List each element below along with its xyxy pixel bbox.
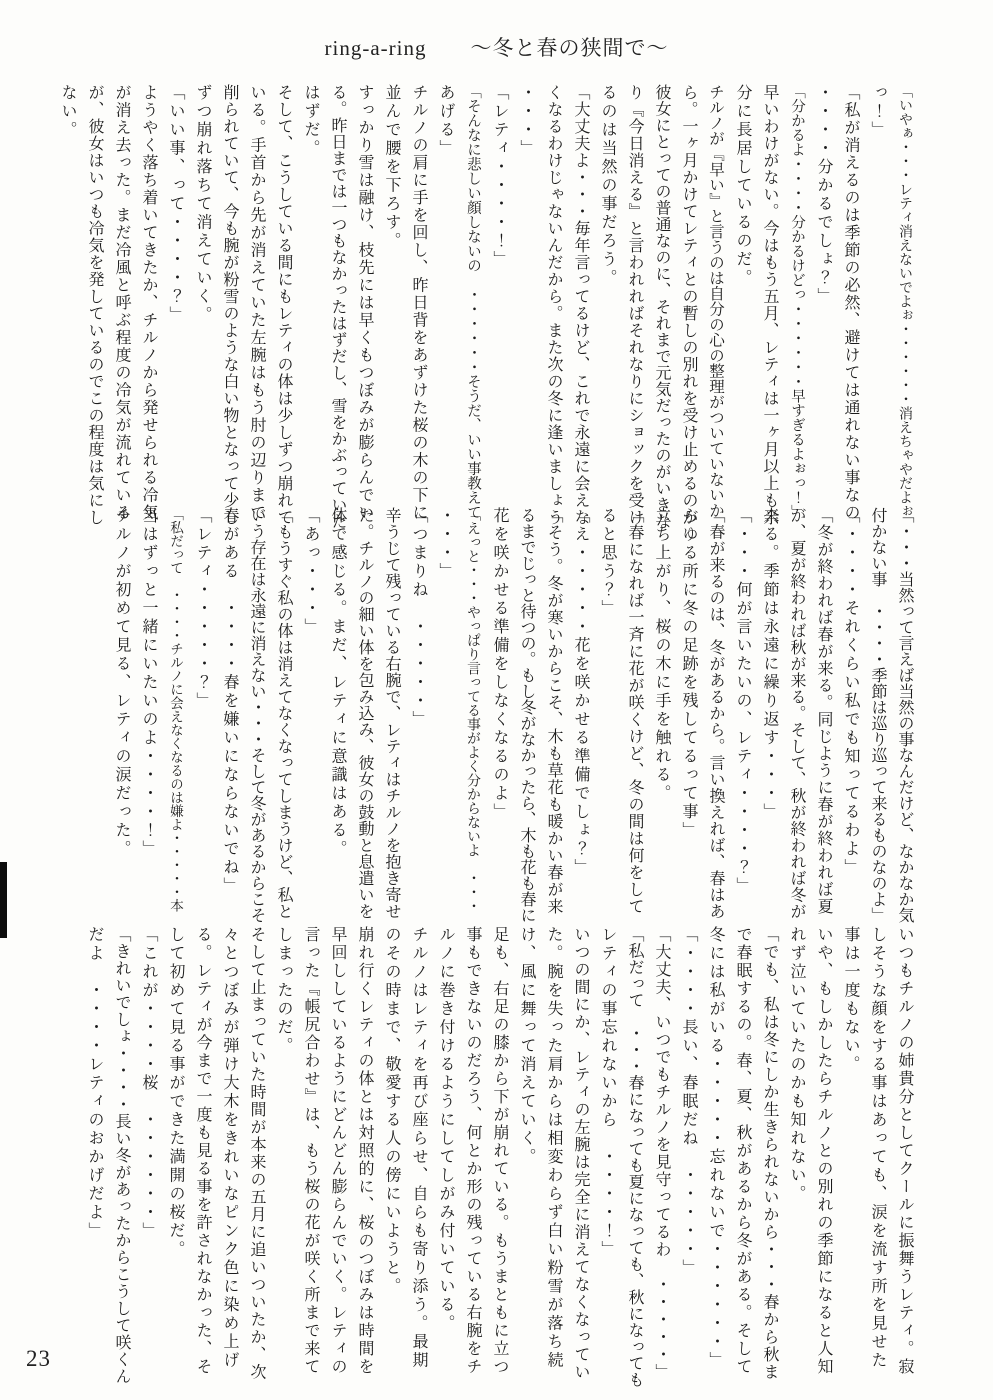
text-column: 体で感じる。まだ、レティに意識はある。 [329,507,346,859]
text-column: レティの事忘れないから ・・・・！」 [599,926,616,1259]
text-column: そして、こうしている間にもレティの体は少しずつ崩れて [275,84,292,526]
text-column: いう存在は永遠に消えない・・・そして冬があるからこそ [248,507,265,923]
text-column: 「きれいでしょ・・・・長い冬があったからこうして咲くん [113,926,130,1385]
text-section-1 [54,84,918,530]
text-column: 「分かるよ・・・・分かるけどっ・・・・・・早すぎるよぉっ！」 [789,84,805,519]
text-column: る。昨日までは一つもなかったはずだし、雪をかぶっていた [329,84,346,530]
text-column: 崩れ行くレティの体とは対照的に、桜のつぼみは時間を [356,926,373,1376]
text-column: いる。手首から先が消えていた左腕はもう肘の辺りまで [248,84,265,522]
text-column: 言った『帳尻合わせ』は、もう桜の花が咲く所まで来て [302,926,319,1376]
text-column: 「大丈夫よ・・・毎年言ってるけど、これで永遠に会えな [572,84,589,526]
text-column: しまったのだ。 [275,926,292,1056]
text-column: いや、もしかしたらチルノとの別れの季節になると人知 [815,926,832,1376]
text-column: 来る。季節は永遠に繰り返す・・・」 [761,507,778,822]
text-column: 事もできないのだろう、何とか形の残っている右腕をチ [464,926,481,1376]
text-column: が、彼女はいつも冷気を発しているのでこの程度は気にし [86,84,103,526]
text-column: チルノの肩に手を回し、昨日背をあずけた桜の木の下に [410,84,427,522]
text-column: け、風に舞って消えていく。 [518,926,535,1167]
text-column: チルノはレティを再び座らせ、自らも寄り添う。最期 [410,926,427,1370]
text-column: 削られていて、今も腕が粉雪のような白い物となって少し [221,84,238,526]
text-column: ルノに巻き付けるようにしてしがみ付いている。 [437,926,454,1333]
text-column: 分に長居しているのだ。 [734,84,751,288]
text-section-3 [81,926,918,1388]
text-column: ずつ崩れ落ちて消えていく。 [194,84,211,325]
text-section-2 [108,507,918,925]
page-number: 23 [26,1346,51,1371]
text-column: 「私が消えるのは季節の必然、避けては通れない事なの [842,84,859,522]
text-column: る。レティが今まで一度も見る事を許されなかった、そ [194,926,211,1376]
text-column: っ！」 [869,84,886,140]
text-column: 花を咲かせる準備をしなくなるのよ」 [491,507,508,822]
text-column: た。腕を失った肩からは相変わらず白い粉雪が落ち続 [545,926,562,1370]
text-column: 々とつぼみが弾け大木をきれいなピンク色に染め上げ [221,926,238,1370]
scan-artifact-line [0,862,7,938]
text-column: 「レティ・・・・・？」 [194,507,211,711]
text-column: れず泣いていたのかも知れない。 [788,926,805,1204]
text-column: 「・・・当然って言えば当然の事なんだけど、なかなか気 [896,507,913,923]
text-column: 冬には私がいる・・・・・忘れないで・・・・・・」 [707,926,724,1370]
text-column: 「・・・・長い、春眠だね ・・・・・」 [680,926,697,1278]
text-column: 「え・・・・・花を咲かせる準備でしょ？」 [572,507,589,877]
text-column: チルノが初めて見る、レティの涙だった。 [113,507,130,859]
text-column: 「そんなに悲しい顔しないの ・・・・・・そうだ、いい事教えて [465,84,481,519]
text-column: 当はずっと一緒にいたいのよ・・・・！」 [140,507,157,859]
text-column: のその時まで、敬愛する人の傍にいようと。 [383,926,400,1296]
text-column: 彼女にとっての普通なのに、それまで元気だったのがいきな [653,84,670,530]
text-column: ・・・・分かるでしょ？」 [815,84,832,306]
text-column: くなるわけじゃないんだから。また次の冬に逢いましょう [545,84,562,526]
text-column: が消え去った。まだ冷風と呼ぶ程度の冷気が流れている [113,84,130,522]
text-column: ようやく落ち着いてきたか、チルノから発せられる冷気 [140,84,157,522]
text-column: 早いわけがない。今はもう五月、レティは一ヶ月以上も余 [761,84,778,526]
text-column: いつもチルノの姉貴分としてクールに振舞うレティ。寂 [896,926,913,1376]
text-column: 足も、右足の膝から下が崩れている。もうまともに立つ [491,926,508,1376]
text-column: ない。 [59,84,76,140]
text-column: 「でも、私は冬にしか生きられないから・・・春から秋ま [761,926,778,1381]
text-column: らゆる所に冬の足跡を残してるって事」 [680,507,697,840]
page-title: ring-a-ring ～冬と春の狭間で～ [324,36,669,60]
text-column: 並んで腰を下ろす。 [383,84,400,251]
text-column: すっかり雪は融け、枝先には早くもつぼみが膨らんでい [356,84,373,522]
text-column: あげる」 [437,84,454,158]
text-column: 「春になれば一斉に花が咲くけど、冬の間は何をして [626,507,643,915]
text-column: で春眠するの。春、夏、秋があるから冬がある。そして [734,926,751,1376]
text-column: り『今日消える』と言われればそれなりにショックを受け [626,84,643,526]
text-column: はずだ。 [302,84,319,158]
text-column: 付かない事 ・・・・季節は巡り巡って来るものなのよ」 [869,507,886,923]
text-column: ら。一ヶ月かけてレティとの暫しの別れを受け止めるのが [680,84,697,526]
text-column: そして止まっていた時間が本来の五月に追いついたか、次 [248,926,265,1381]
text-column: 「・・・・それくらい私でも知ってるわよ」 [842,507,859,877]
text-column: 「私だって ・・・春になっても夏になっても、秋になっても [626,926,643,1388]
text-column: いつの間にか、レティの左腕は完全に消えてなくなってい [572,926,589,1381]
text-column: 「いやぁ・・・レティ消えないでよぉ・・・・・・消えちゃやだよぉ [897,84,912,518]
text-column: ・・・」 [437,507,454,581]
text-column: チルノが『早い』と言うのは自分の心の整理がついていないか [707,84,724,518]
text-column: 「春が来るのは、冬があるから。言い換えれば、春はあ [707,507,724,920]
text-column: 辛うじて残っている右腕で、レティはチルノを抱き寄せ [383,507,400,920]
text-column: 「あっ・・・」 [302,507,319,637]
text-column: た。チルノの細い体を包み込み、彼女の鼓動と息遣いを [356,507,373,920]
text-column: 「つまりね ・・・・・」 [410,507,427,729]
text-column: 「いい事、って・・・・？」 [167,84,184,325]
text-column: だよ ・・・・レティのおかげだよ」 [86,926,103,1241]
text-column: 早回ししているようにどんどん膨らんでいく。レティの [329,926,346,1376]
text-column: 「・・・何が言いたいの、レティ・・・・？」 [734,507,751,896]
text-column: 「私だって ・・・・チルノに会えなくなるのは嫌よ・・・・・本 [168,507,183,912]
text-column: ・・・」 [518,84,535,158]
text-column: 春がある ・・・・春を嫌いにならないでね」 [221,507,238,896]
text-column: るまでじっと待つの。もし冬がなかったら、木も花も春に [518,507,535,923]
text-column: して初めて見る事ができた満開の桜だ。 [167,926,184,1259]
text-column: 「そう。冬が寒いからこそ、木も草花も暖かい春が来 [545,507,562,915]
text-column: 「大丈夫、いつでもチルノを見守ってるわ ・・・・・」 [653,926,670,1381]
text-column: 立ち上がり、桜の木に手を触れる。 [653,507,670,803]
text-column: 「もうすぐ私の体は消えてなくなってしまうけど、私と [275,507,292,920]
text-column: ると思う？」 [599,507,616,618]
text-column: 「これが・・・・桜 ・・・・・・」 [140,926,157,1241]
text-column: が、夏が終われば秋が来る。そして、秋が終われば冬が [788,507,805,920]
text-column: 「えっと・・・やっぱり言ってる事がよく分からないよ ・・・ [465,507,480,913]
text-column: 「冬が終われば春が来る。同じように春が終われば夏 [815,507,832,915]
text-column: 「レティ・・・・！」 [491,84,508,269]
text-column: しそうな顔をする事はあっても、涙を流す所を見せた [869,926,886,1370]
text-column: 事は一度もない。 [842,926,859,1074]
text-column: るのは当然の事だろう。 [599,84,616,288]
